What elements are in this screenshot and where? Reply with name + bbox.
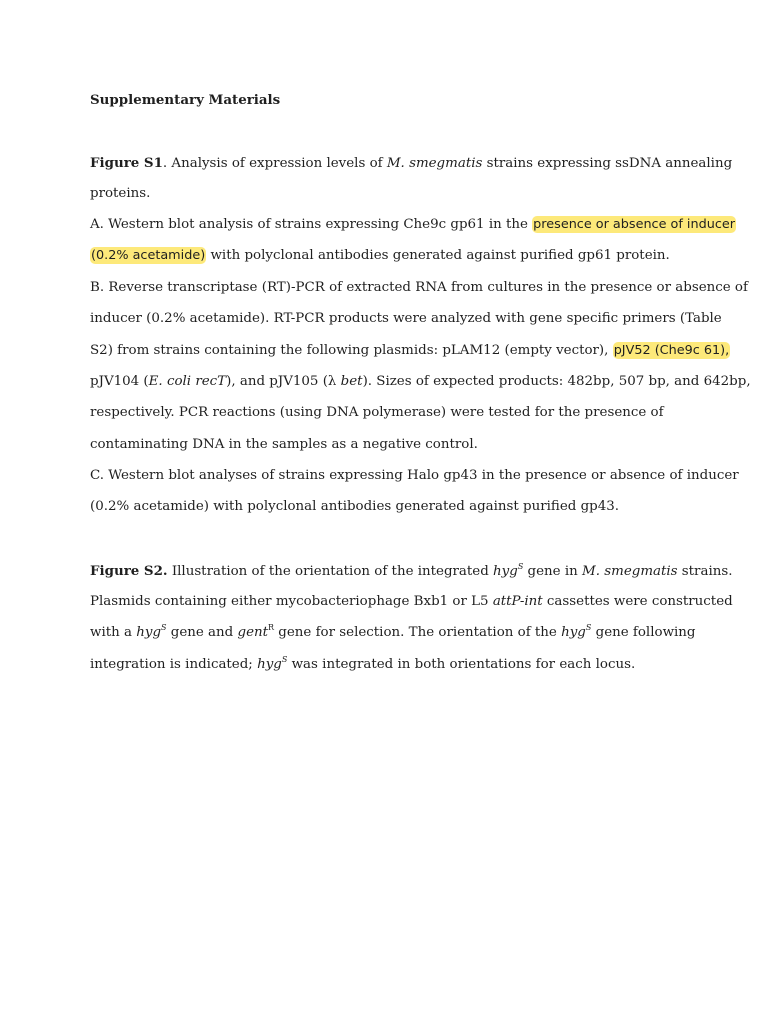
figure-s2-label: Figure S2. <box>90 563 168 579</box>
species-name: M. smegmatis <box>386 156 483 171</box>
gene-name: hyg <box>257 657 282 672</box>
gene-name: E. coli recT <box>148 374 227 389</box>
gene-name: hyg <box>561 625 586 640</box>
figure-s1-line-2: proteins. <box>90 186 151 201</box>
highlight-inducer: presence or absence of inducer <box>533 217 735 232</box>
text-segment: ). Sizes of expected products: 482bp, 507 bp, and 642bp, <box>362 374 751 389</box>
text-segment: gene in <box>523 564 583 579</box>
text-segment: S2) from strains containing the following plasmids: pLAM12 (empty vector), <box>90 343 613 358</box>
text-segment: A. Western blot analysis of strains expressing Che9c gp61 in the <box>90 217 533 232</box>
highlight-acetamide: (0.2% acetamide) <box>91 248 206 263</box>
species-name: M. smegmatis <box>582 564 678 579</box>
text-segment: with a <box>90 625 137 640</box>
gene-name: gent <box>237 625 269 640</box>
page-heading: Supplementary Materials <box>90 92 281 108</box>
figure-s1-line-11: C. Western blot analyses of strains expressing Halo gp43 in the presence or absence of inducer <box>90 468 739 483</box>
figure-s1-line-9: respectively. PCR reactions (using DNA polymerase) were tested for the presence of <box>90 405 664 420</box>
superscript: R <box>268 623 275 632</box>
figure-s1-line-7 <box>90 341 730 361</box>
figure-s1-line-8 <box>90 372 751 392</box>
gene-name: hyg <box>136 625 162 640</box>
figure-s1-line-4 <box>90 246 670 266</box>
text-segment: strains expressing ssDNA annealing <box>482 156 733 171</box>
text-segment: pJV104 ( <box>90 374 149 389</box>
gene-name: hyg <box>493 564 518 579</box>
figure-s2-line-2 <box>90 592 733 612</box>
text-segment: . Analysis of expression levels of <box>162 156 387 171</box>
figure-s1-line-6: inducer (0.2% acetamide). RT-PCR products were analyzed with gene specific primers (Table <box>90 311 722 326</box>
text-segment: integration is indicated; <box>90 657 258 672</box>
figure-s2-line-3 <box>90 623 696 643</box>
figure-s1-label: Figure S1 <box>90 155 163 171</box>
highlight-pjv52: pJV52 (Che9c 61), <box>613 343 730 358</box>
text-segment: gene for selection. The orientation of the <box>274 625 562 640</box>
gene-name: bet <box>340 374 363 389</box>
text-segment: Plasmids containing either mycobacteriophage Bxb1 or L5 <box>90 594 493 609</box>
text-segment: gene following <box>591 625 696 640</box>
superscript: S <box>585 623 592 632</box>
superscript: S <box>161 623 167 632</box>
text-segment: cassettes were constructed <box>542 594 733 609</box>
figure-s1-line-3 <box>90 215 736 235</box>
figure-s1-line-1 <box>90 153 732 174</box>
text-segment: was integrated in both orientations for each locus. <box>287 657 636 672</box>
text-segment: with polyclonal antibodies generated against purified gp61 protein. <box>206 248 670 263</box>
superscript: S <box>517 562 524 571</box>
figure-s1-line-12: (0.2% acetamide) with polyclonal antibodies generated against purified gp43. <box>90 499 620 514</box>
text-segment: gene and <box>166 625 238 640</box>
superscript: S <box>281 655 288 664</box>
text-segment: ), and pJV105 (λ <box>226 374 341 389</box>
text-segment: Illustration of the orientation of the integrated <box>167 564 494 579</box>
text-segment: strains. <box>677 564 733 579</box>
figure-s2-line-1 <box>90 561 732 582</box>
figure-s1-line-5: B. Reverse transcriptase (RT)-PCR of extracted RNA from cultures in the presence or absence of <box>90 280 748 295</box>
figure-s1-line-10: contaminating DNA in the samples as a negative control. <box>90 437 478 452</box>
figure-s2-line-4 <box>90 655 635 675</box>
cassette-name: attP-int <box>492 594 543 609</box>
